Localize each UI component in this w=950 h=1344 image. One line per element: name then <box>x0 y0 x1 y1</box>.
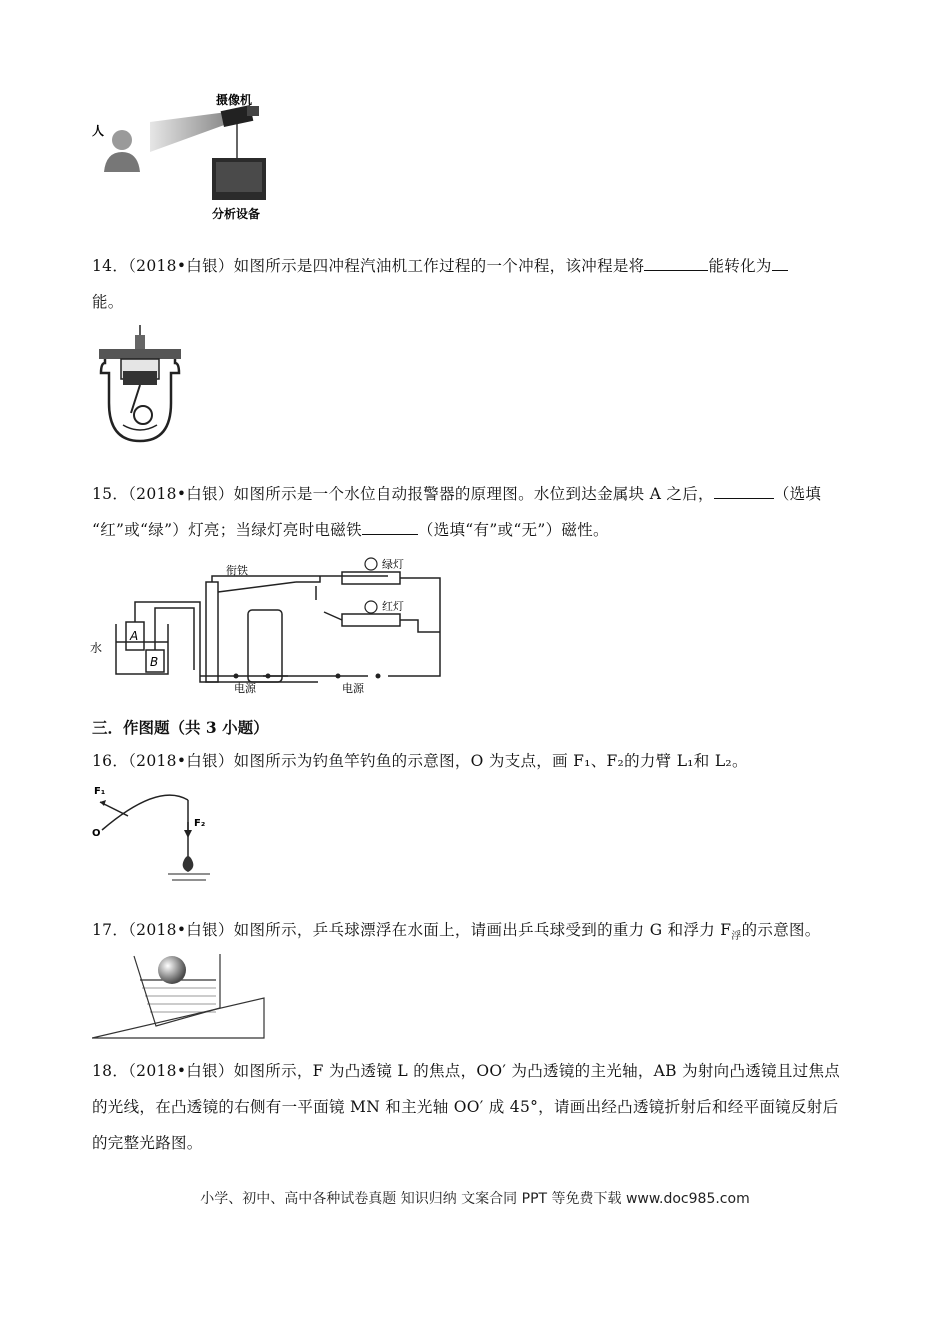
q17-text: 如图所示，乒乓球漂浮在水面上，请画出乒乓球受到的重力 G 和浮力 F <box>233 921 732 939</box>
q18-line2: 的光线，在凸透镜的右侧有一平面镜 MN 和主光轴 OO′ 成 45°，请画出经凸透镜折射后和经平面镜反射后 <box>92 1098 839 1116</box>
q18-line3: 的完整光路图。 <box>92 1134 203 1152</box>
q17-number: 17． <box>92 921 129 939</box>
fishing-rod-figure <box>88 782 218 892</box>
camera-label: 摄像机 <box>216 93 253 107</box>
question-15 <box>92 476 867 548</box>
question-14 <box>92 248 867 320</box>
q17-source: （2018•白银） <box>128 921 234 939</box>
armature-label: 衔铁 <box>226 564 248 577</box>
q16-source: （2018•白银） <box>128 752 234 770</box>
question-17 <box>92 912 867 955</box>
q18-source: （2018•白银） <box>128 1062 234 1080</box>
section-3-title: 三．作图题（共 3 小题） <box>92 718 269 737</box>
device-label: 分析设备 <box>212 207 261 221</box>
block-a-label: A <box>130 629 139 643</box>
q15-text-a: 如图所示是一个水位自动报警器的原理图。水位到达金属块 A 之后， <box>233 485 714 503</box>
q14-text-c: 能。 <box>92 293 124 311</box>
alarm-circuit-figure <box>88 552 448 697</box>
q18-number: 18． <box>92 1062 129 1080</box>
q18-line1: 如图所示，F 为凸透镜 L 的焦点，OO′ 为凸透镜的主光轴，AB 为射向凸透镜且过焦点 <box>233 1062 841 1080</box>
person-label: 人 <box>92 124 105 138</box>
page-footer: 小学、初中、高中各种试卷真题 知识归纳 文案合同 PPT 等免费下载 www.doc985.com <box>200 1191 750 1207</box>
q15-source: （2018•白银） <box>128 485 234 503</box>
red-lamp-label: 红灯 <box>382 600 404 613</box>
q14-blank-1 <box>644 256 708 271</box>
q14-blank-2 <box>772 256 788 271</box>
q14-source: （2018•白银） <box>128 257 234 275</box>
water-label: 水 <box>90 641 103 655</box>
q15-text-c: “红”或“绿”）灯亮；当绿灯亮时电磁铁 <box>92 521 362 539</box>
green-lamp-label: 绿灯 <box>382 558 404 571</box>
q14-number: 14． <box>92 257 129 275</box>
power2-label: 电源 <box>342 682 364 695</box>
f2-label: F₂ <box>194 818 206 829</box>
q14-text-a: 如图所示是四冲程汽油机工作过程的一个冲程，该冲程是将 <box>233 257 645 275</box>
q16-number: 16． <box>92 752 129 770</box>
q15-blank-1 <box>714 484 774 499</box>
q15-number: 15． <box>92 485 129 503</box>
q17-subscript: 浮 <box>731 931 742 943</box>
camera-figure <box>92 90 292 225</box>
q15-text-d: （选填“有”或“无”）磁性。 <box>417 521 609 539</box>
q17-text-end: 的示意图。 <box>741 921 821 939</box>
block-b-label: B <box>150 655 159 669</box>
question-16 <box>92 743 867 779</box>
engine-figure <box>95 323 185 448</box>
power1-label: 电源 <box>234 682 256 695</box>
pivot-o-label: O <box>92 828 101 839</box>
q14-text-b: 能转化为 <box>708 257 772 275</box>
question-18 <box>92 1053 867 1161</box>
q15-text-b: （选填 <box>773 485 822 503</box>
q15-blank-2 <box>362 520 418 535</box>
f1-label: F₁ <box>94 786 106 797</box>
q16-text: 如图所示为钓鱼竿钓鱼的示意图，O 为支点，画 F₁、F₂的力臂 L₁和 L₂。 <box>233 752 748 770</box>
floating-ball-figure <box>92 950 267 1040</box>
